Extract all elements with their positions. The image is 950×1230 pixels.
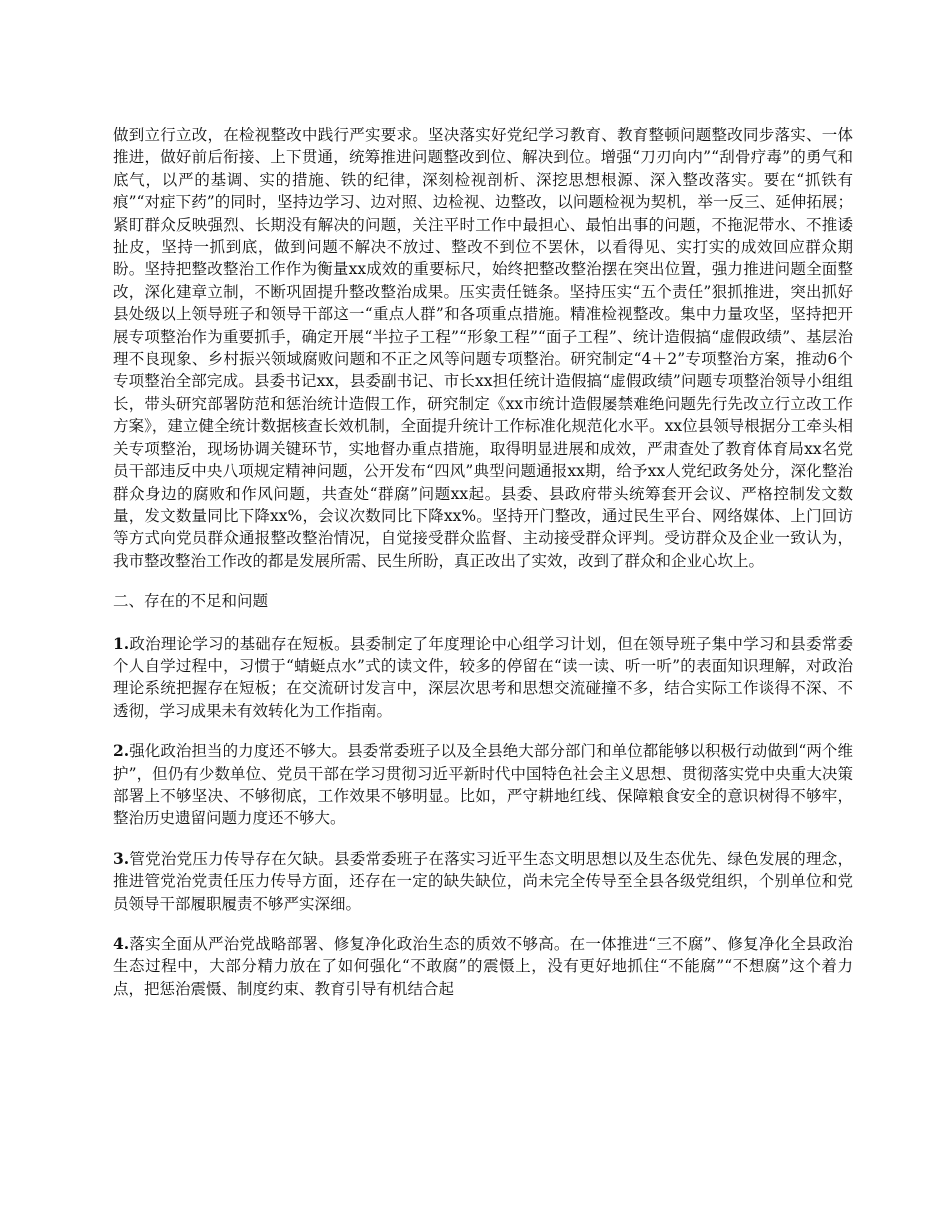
item-number: 4. <box>113 934 130 953</box>
item-number: 2. <box>113 741 130 761</box>
item-number: 1. <box>113 633 130 653</box>
intro-paragraph: 做到立行立改，在检视整改中践行严实要求。坚决落实好党纪学习教育、教育整顿问题整改同步落实、一体推进，做好前后衔接、上下贯通，统筹推进问题整改到位、解决到位。增强“刀刃向内”“刮骨疗毒”的勇气和底气，以严的基调、实的措施、铁的纪律，深刻检视剖析、深挖思想根源、深入整改落实。要在“抓铁有痕”“对症下药”的同时，坚持边学习、边对照、边检视、边整改，以问题检视为契机，举一反三、延伸拓展；紧盯群众反映强烈、长期没有解决的问题，关注平时工作中最担心、最怕出事的问题，不拖泥带水、不推诿扯皮，坚持一抓到底，做到问题不解决不放过、整改不到位不罢休，以看得见、实打实的成效回应群众期盼。坚持把整改整治工作作为衡量xx成效的重要标尺，始终把整改整治摆在突出位置，强力推进问题全面整改，深化建章立制，不断巩固提升整改整治成果。压实责任链条。坚持压实“五个责任”狠抓推进，突出抓好县处级以上领导班子和领导干部这一“重点人群”和各项重点措施。精准检视整改。集中力量攻坚，坚持把开展专项整治作为重要抓手，确定开展“半拉子工程”“形象工程”“面子工程”、统计造假搞“虚假政绩”、基层治理不良现象、乡村振兴领域腐败问题和不正之风等问题专项整治。研究制定“4＋2”专项整治方案，推动6个专项整治全部完成。县委书记xx，县委副书记、市长xx担任统计造假搞“虚假政绩”问题专项整治领导小组组长，带头研究部署防范和惩治统计造假工作，研究制定《xx市统计造假屡禁难绝问题先行先改立行立改工作方案》，建立健全统计数据核查长效机制，全面提升统计工作标准化规范化水平。xx位县领导根据分工牵头相关专项整治，现场协调关键环节，实地督办重点措施，取得明显进展和成效，严肃查处了教育体育局xx名党员干部违反中央八项规定精神问题，公开发布“四风”典型问题通报xx期，给予xx人党纪政务处分，深化整治群众身边的腐败和作风问题，共查处“群腐”问题xx起。县委、县政府带头统筹套开会议、严格控制发文数量，发文数量同比下降xx%，会议次数同比下降xx%。坚持开门整改，通过民生平台、网络媒体、上门回访等方式向党员群众通报整改整治情况，自觉接受群众监督、主动接受群众评判。受访群众及企业一致认为，我市整改整治工作改的都是发展所需、民生所盼，真正改出了实效，改到了群众和企业心坎上。 <box>113 126 853 570</box>
list-item <box>113 633 853 723</box>
list-item <box>113 933 853 1000</box>
item-number: 3. <box>113 848 130 868</box>
document-page <box>113 124 853 1018</box>
item-text: 强化政治担当的力度还不够大。县委常委班子以及全县绝大部分部门和单位都能够以积极行动做到“两个维护”，但仍有少数单位、党员干部在学习贯彻习近平新时代中国特色社会主义思想、贯彻落实党中央重大决策部署上不够坚决、不够彻底，工作效果不够明显。比如，严守耕地红线、保障粮食安全的意识树得不够牢，整治历史遗留问题力度还不够大。 <box>113 742 853 828</box>
list-item <box>113 740 853 830</box>
list-item <box>113 848 853 915</box>
item-text: 政治理论学习的基础存在短板。县委制定了年度理论中心组学习计划，但在领导班子集中学习和县委常委个人自学过程中，习惯于“蜻蜓点水”式的读文件，较多的停留在“读一读、听一听”的表面知识理解，对政治理论系统把握存在短板；在交流研讨发言中，深层次思考和思想交流碰撞不多，结合实际工作谈得不深、不透彻，学习成果未有效转化为工作指南。 <box>113 634 853 720</box>
item-text: 管党治党压力传导存在欠缺。县委常委班子在落实习近平生态文明思想以及生态优先、绿色发展的理念，推进管党治党责任压力传导方面，还存在一定的缺失缺位，尚未完全传导至全县各级党组织，个别单位和党员领导干部履职履责不够严实深细。 <box>113 849 853 913</box>
section-heading: 二、存在的不足和问题 <box>113 592 269 611</box>
item-text: 落实全面从严治党战略部署、修复净化政治生态的质效不够高。在一体推进“三不腐”、修复净化全县政治生态过程中，大部分精力放在了如何强化“不敢腐”的震慑上，没有更好地抓住“不能腐”“不想腐”这个着力点，把惩治震慑、制度约束、教育引导有机结合起 <box>113 935 853 998</box>
